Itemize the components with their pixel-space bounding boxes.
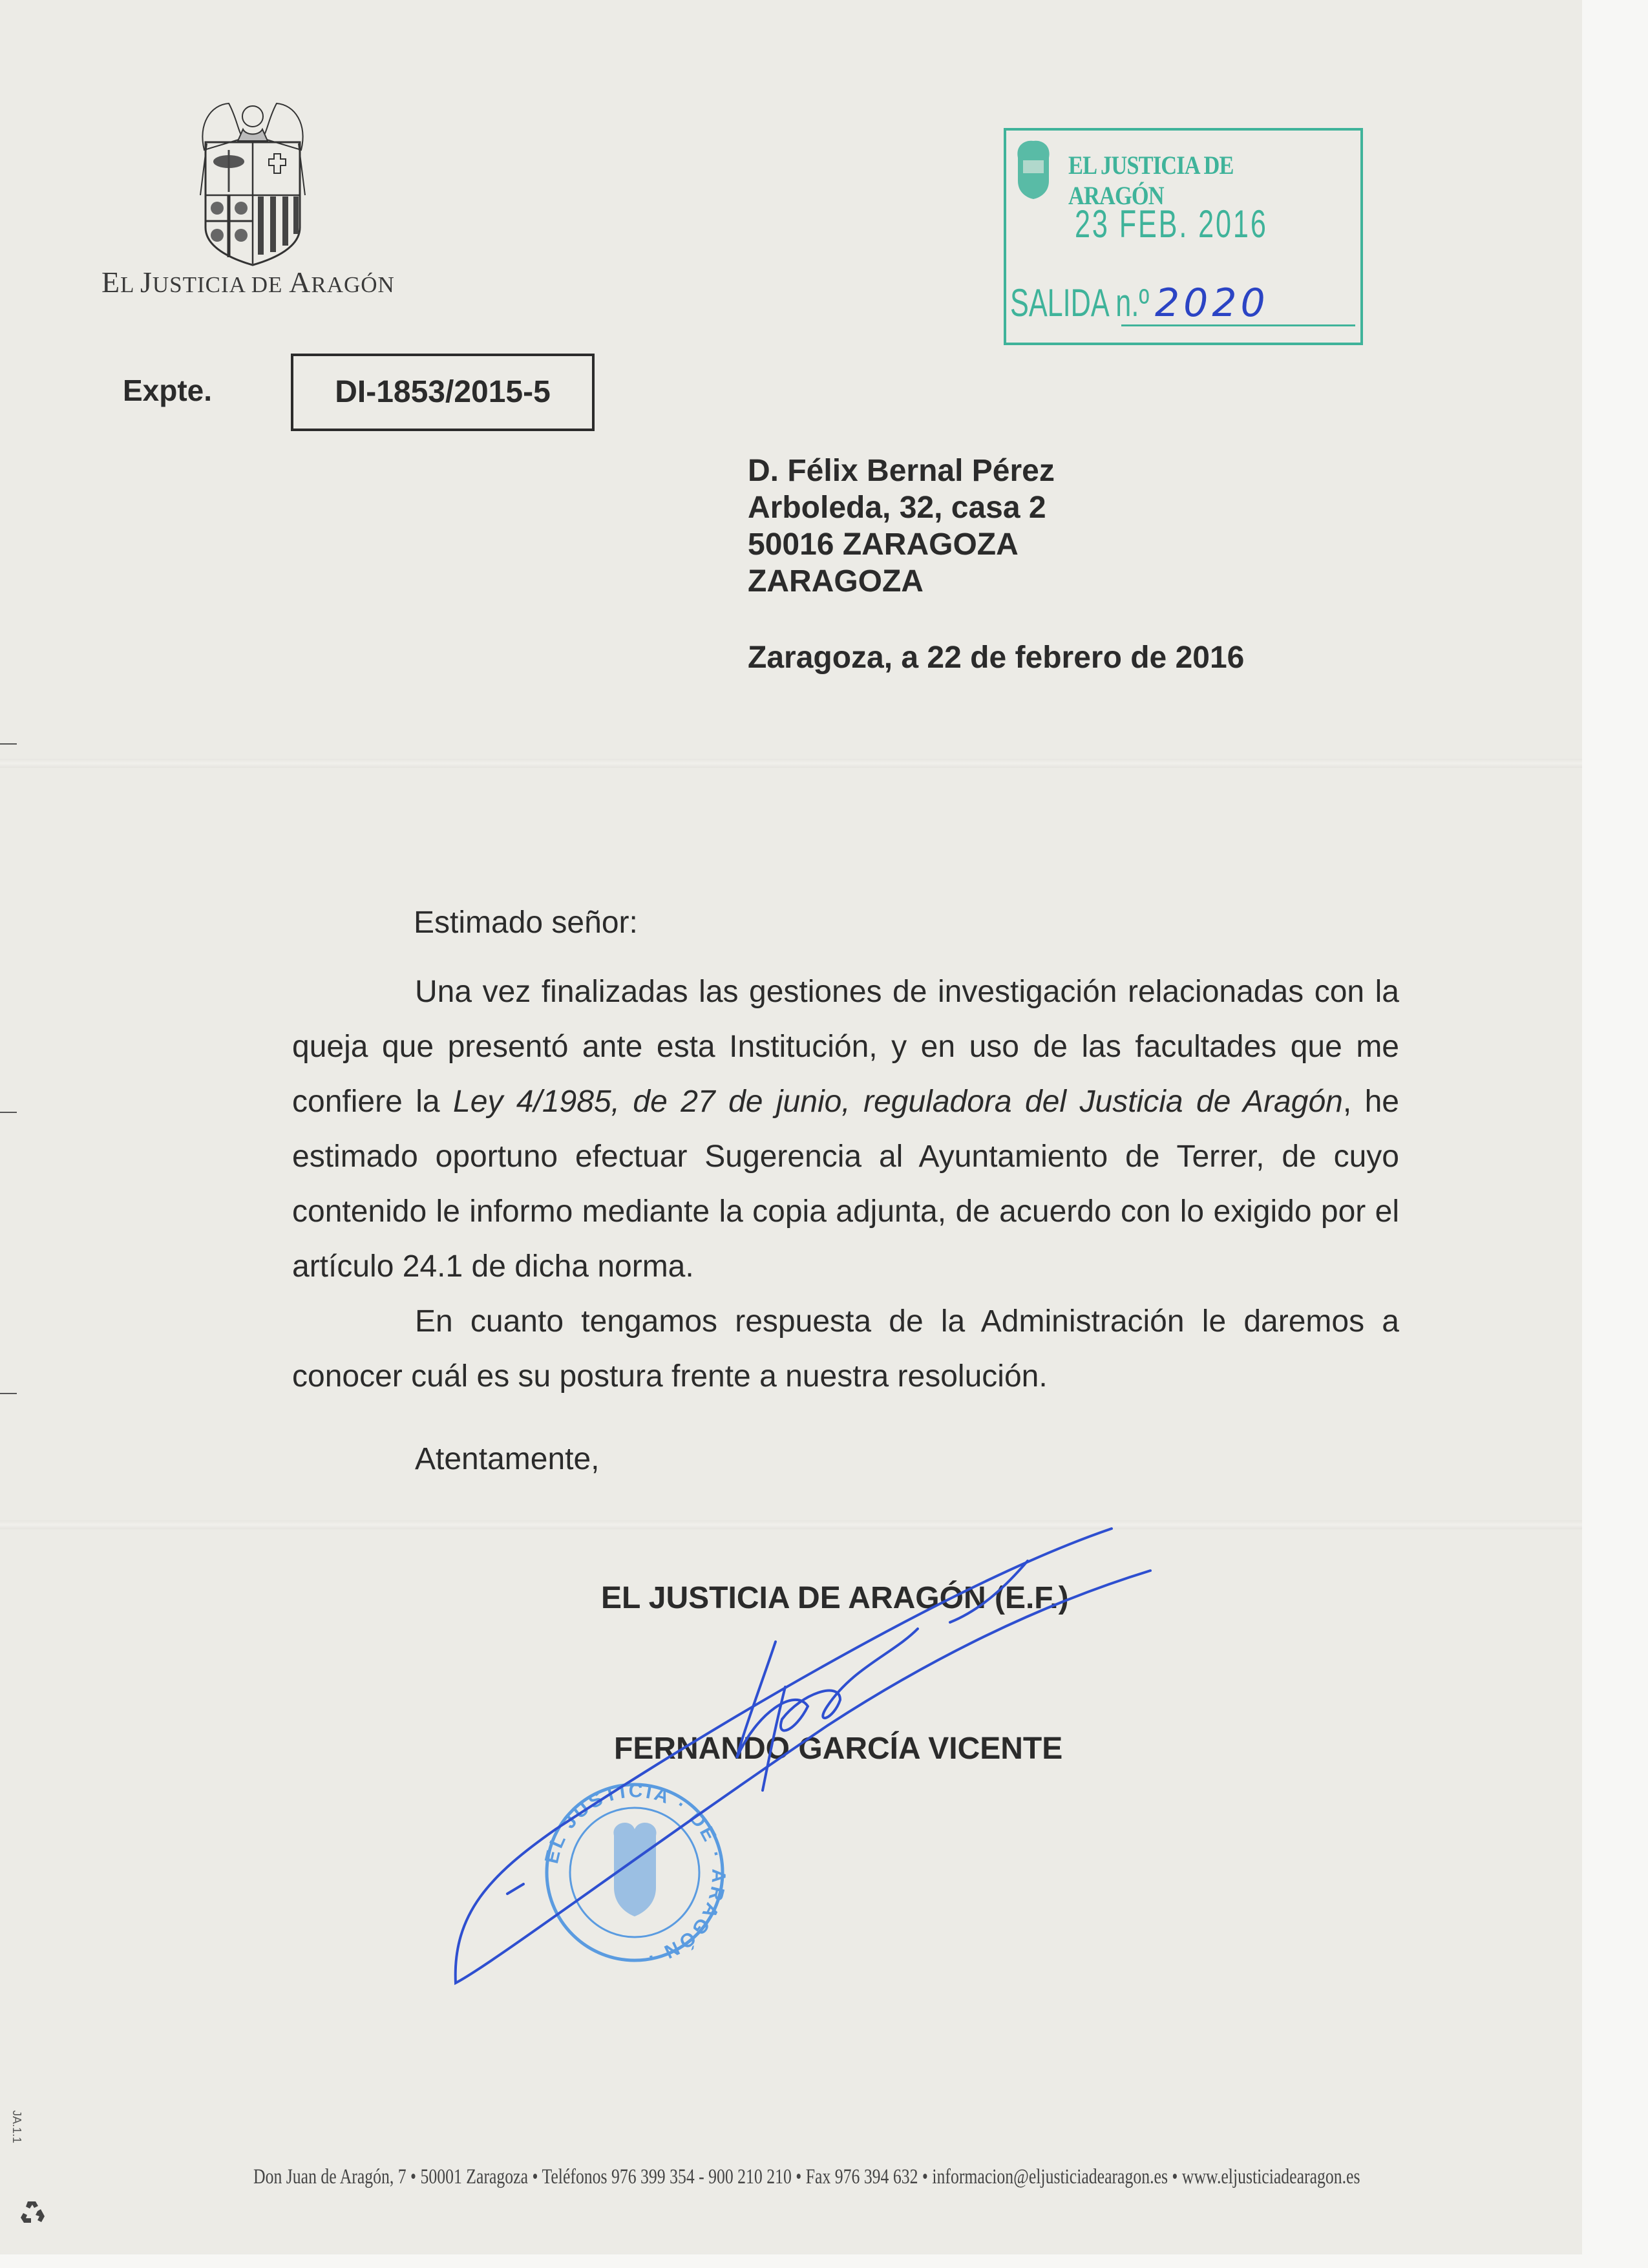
recipient-province: ZARAGOZA: [748, 564, 924, 599]
letterhead-institution-name: EL JUSTICIA DE ARAGÓN: [101, 266, 395, 299]
stamp-emblem-icon: [1014, 138, 1053, 200]
stamp-salida-label: SALIDA n.º: [1010, 281, 1150, 324]
signatory-name: FERNANDO GARCÍA VICENTE: [614, 1732, 1063, 1766]
stamp-salida-number: 2020: [1155, 281, 1269, 326]
paragraph-1-text: Una vez finalizadas las gestiones de investigación relacionadas con la queja que presentó ante esta Institución, y en uso de las facultades que me confiere la: [292, 975, 1399, 1119]
recipient-address: [748, 452, 1055, 600]
form-code: JA.1.1: [10, 2110, 23, 2144]
paragraph-2: [292, 1294, 1399, 1404]
margin-mark: [0, 1112, 17, 1113]
place-date: Zaragoza, a 22 de febrero de 2016: [748, 641, 1245, 675]
fold-line: [0, 759, 1582, 768]
expediente-number: DI-1853/2015-5: [335, 375, 551, 409]
stamp-date: 23 FEB. 2016: [1075, 202, 1268, 246]
paragraph-1: [292, 964, 1399, 1294]
expediente-label: Expte.: [123, 374, 213, 407]
salutation: Estimado señor:: [414, 906, 638, 940]
registry-stamp: [1004, 128, 1363, 345]
fold-line: [0, 1520, 1582, 1529]
seal-text: EL JUSTICIA · DE · ARAGÓN ·: [541, 1780, 730, 1969]
recipient-street: Arboleda, 32, casa 2: [748, 491, 1046, 525]
recipient-postal-city: 50016 ZARAGOZA: [748, 527, 1019, 562]
closing: Atentamente,: [415, 1442, 600, 1476]
paragraph-2-text: En cuanto tengamos respuesta de la Administración le daremos a conocer cuál es su postura frente a nuestra resolución.: [292, 1304, 1399, 1394]
recycle-icon: [18, 2198, 48, 2227]
footer-contact: Don Juan de Aragón, 7 • 50001 Zaragoza • Teléfonos 976 399 354 - 900 210 210 • Fax 976 394 632 • informacion@eljusticiadearagon.es • www.eljusticiadearagon.es: [253, 2165, 1360, 2189]
margin-mark: [0, 1393, 17, 1394]
expediente-box: [291, 354, 595, 431]
stamp-title: EL JUSTICIA DE ARAGÓN: [1068, 151, 1234, 210]
recipient-name: D. Félix Bernal Pérez: [748, 454, 1055, 488]
margin-mark: [0, 743, 17, 745]
signatory-title: EL JUSTICIA DE ARAGÓN (E.F.): [601, 1581, 1069, 1615]
law-reference: Ley 4/1985, de 27 de junio, reguladora del Justicia de Aragón: [453, 1085, 1343, 1119]
paragraph-1-text-end: , he estimado oportuno efectuar Sugerencia al Ayuntamiento de Terrer, de cuyo contenido le informo mediante la copia adjunta, de acuerdo con lo exigido por el artículo 24.1 de dicha norma.: [292, 1085, 1400, 1284]
coat-of-arms-icon: [191, 98, 314, 268]
